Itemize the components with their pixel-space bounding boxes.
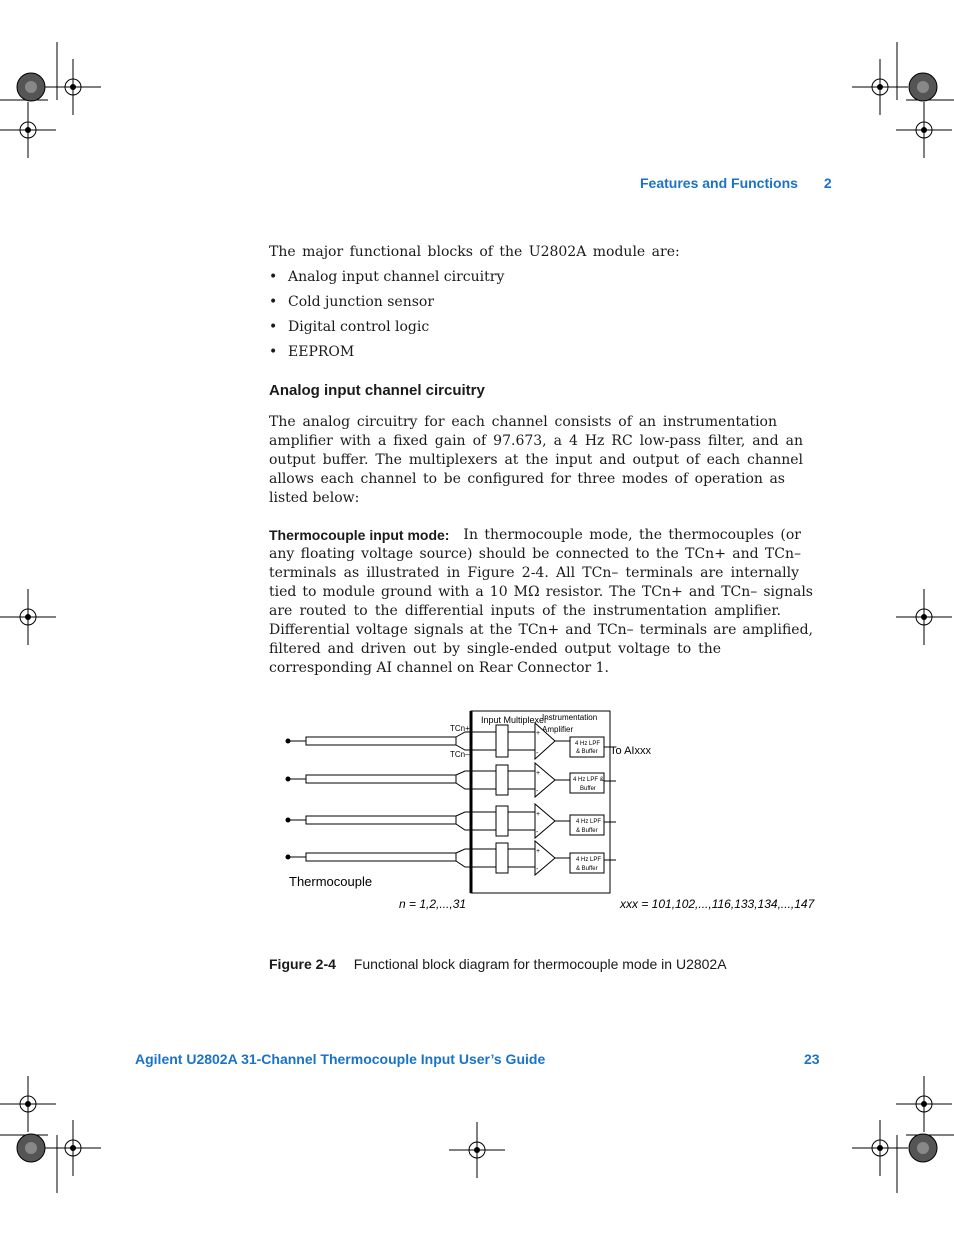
svg-text:Buffer: Buffer: [580, 786, 596, 792]
mode-first-line: Thermocouple input mode: In thermocouple mode, the thermocouples (or: [269, 527, 801, 543]
figure-caption-text: Functional block diagram for thermocouple mode in U2802A: [353, 956, 727, 972]
footer-page-number: 23: [804, 1051, 820, 1067]
figure-label: Figure 2-4: [269, 956, 336, 972]
channel-4: [286, 841, 617, 875]
mode-label: Thermocouple input mode:: [269, 527, 450, 543]
svg-text:& Buffer: & Buffer: [576, 828, 598, 834]
xxx-range-label: xxx = 101,102,...,116,133,134,...,147: [620, 897, 815, 911]
bullet-list: [269, 268, 504, 368]
running-header: [640, 175, 832, 191]
svg-text:& Buffer: & Buffer: [576, 749, 598, 755]
list-item: • Analog input channel circuitry: [269, 269, 505, 285]
svg-text:-: -: [536, 788, 539, 795]
intro-text: The major functional blocks of the U2802A module are:: [269, 244, 680, 260]
svg-text:+: +: [536, 770, 541, 777]
list-item: • EEPROM: [269, 344, 355, 360]
input-mux-label: Input Multiplexer: [481, 715, 548, 725]
channel-2: [286, 763, 617, 797]
svg-text:4 Hz LPF &: 4 Hz LPF &: [573, 777, 604, 783]
svg-text:+: +: [536, 848, 541, 855]
footer-guide-title: Agilent U2802A 31-Channel Thermocouple Input User’s Guide: [135, 1051, 546, 1067]
svg-text:4 Hz LPF: 4 Hz LPF: [575, 741, 601, 747]
header-section-title: Features and Functions: [640, 175, 798, 191]
figure-caption: [269, 956, 727, 972]
amp-label-1: Instrumentation: [542, 713, 598, 722]
svg-text:4 Hz LPF: 4 Hz LPF: [576, 819, 602, 825]
amp-label-2: Amplifier: [542, 725, 574, 734]
tc-plus-label: TCn+: [450, 724, 470, 733]
n-range-label: n = 1,2,...,31: [399, 897, 467, 911]
svg-text:-: -: [536, 866, 539, 873]
channel-3: [286, 804, 617, 838]
block-diagram: [280, 705, 820, 920]
output-label: To AIxxx: [610, 745, 651, 757]
tc-minus-label: TCn–: [450, 750, 470, 759]
section-heading: Analog input channel circuitry: [269, 382, 485, 399]
svg-text:+: +: [536, 811, 541, 818]
thermocouple-label: Thermocouple: [289, 874, 373, 889]
svg-text:-: -: [536, 750, 539, 757]
list-item: • Digital control logic: [269, 319, 430, 335]
svg-text:4 Hz LPF: 4 Hz LPF: [576, 857, 602, 863]
section-paragraph: The analog circuitry for each channel consists of an instrumentation amplifier with a fixed gain of 97.673, a 4 Hz RC low-pass filter, and an output buffer. The multiplexers at the input and output of each channel allows each channel to be configured for three modes of operation as listed below:: [269, 414, 803, 506]
svg-text:& Buffer: & Buffer: [576, 866, 598, 872]
list-item: • Cold junction sensor: [269, 294, 435, 310]
svg-text:-: -: [536, 829, 539, 836]
header-chapter-number: 2: [823, 175, 832, 191]
svg-text:+: +: [536, 730, 541, 737]
mode-paragraph: Thermocouple input mode: In thermocouple mode, the thermocouples (or any floating voltage source) should be connected to the TCn+ and TCn– terminals as illustrated in Figure 2-4. All TCn– terminals are internally tied to module ground with a 10 MΩ resistor. The TCn+ and TCn– signals are routed to the differential inputs of the instrumentation amplifier. Differential voltage signals at the TCn+ and TCn– terminals are amplified, filtered and driven out by single-ended output voltage to the corresponding AI channel on Rear Connector 1.: [269, 527, 813, 676]
